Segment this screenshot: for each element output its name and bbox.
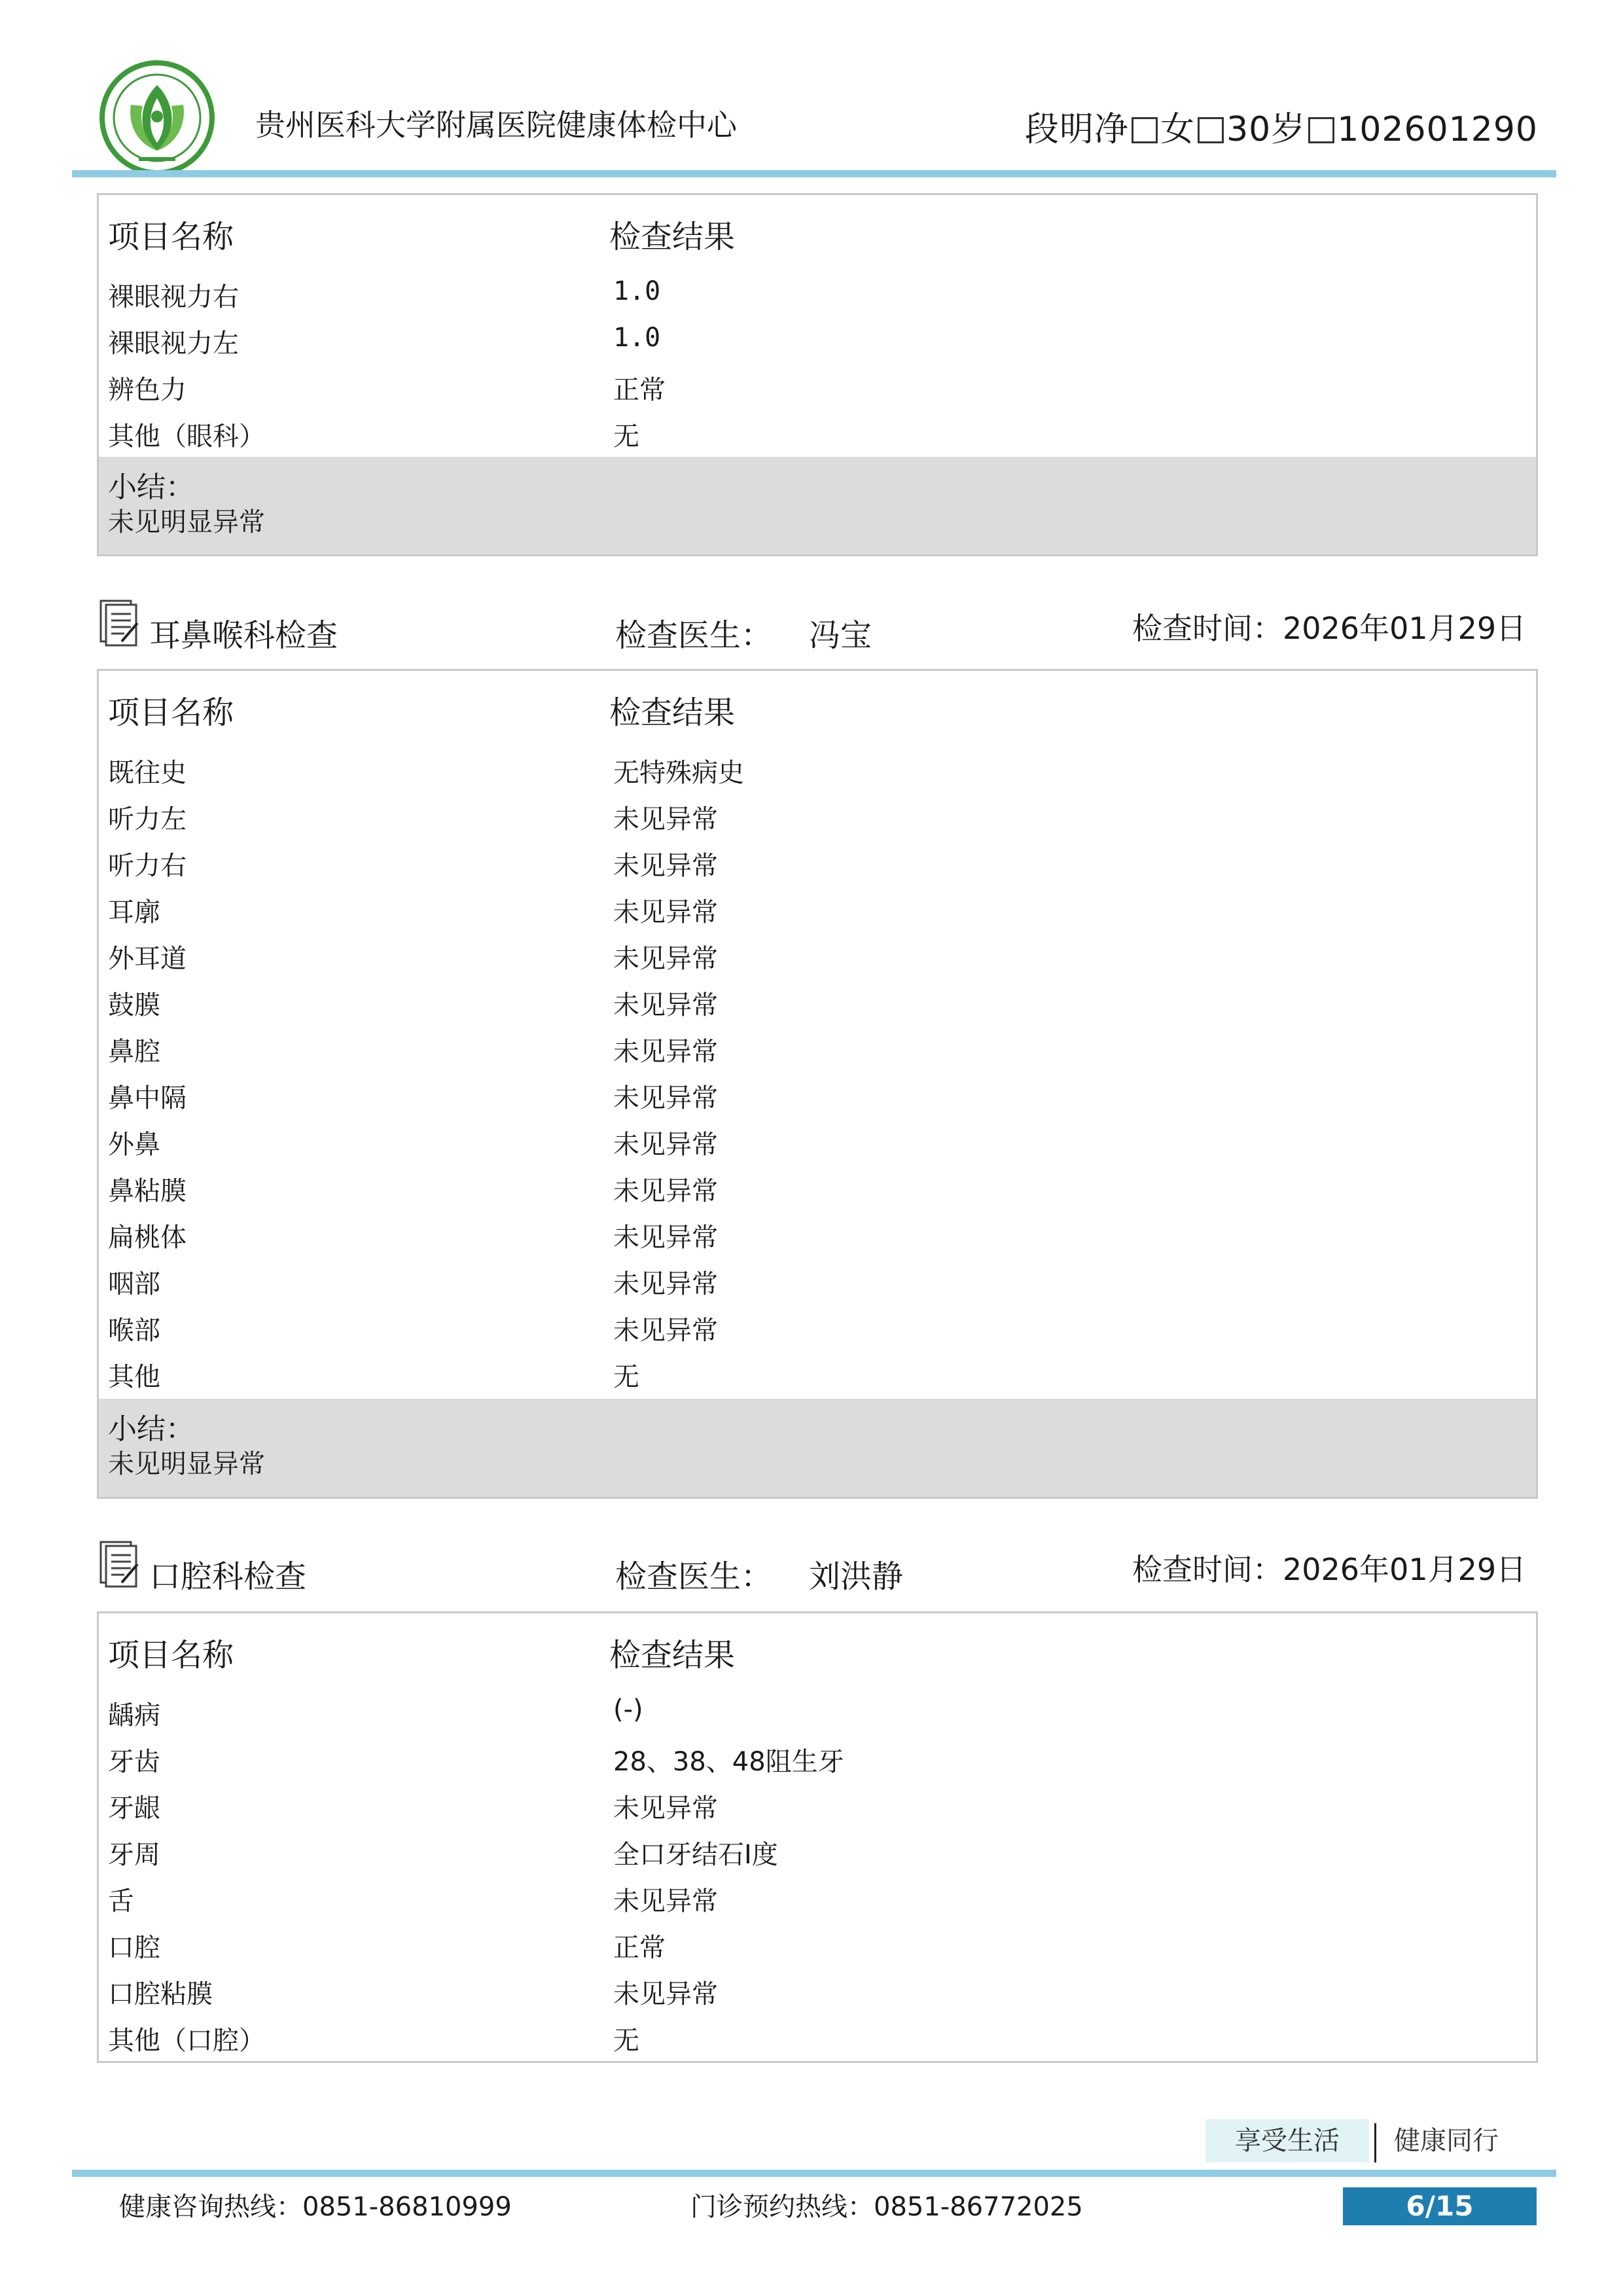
table-row xyxy=(99,1348,1536,1395)
row-value: 无 xyxy=(613,1362,639,1392)
slogan-divider xyxy=(1374,2123,1376,2162)
summary-label: 小结： xyxy=(108,1412,194,1446)
row-value: 未见异常 xyxy=(613,1037,718,1067)
time-value: 2026年01月29日 xyxy=(1283,1552,1527,1587)
table-row xyxy=(99,791,1536,837)
summary-text: 未见明显异常 xyxy=(108,1449,265,1479)
table-row xyxy=(99,408,1536,454)
row-name: 咽部 xyxy=(108,1269,160,1299)
row-name: 外鼻 xyxy=(108,1130,160,1160)
doctor-name: 刘洪静 xyxy=(809,1558,904,1595)
table-row xyxy=(99,1965,1536,2012)
hospital-name: 贵州医科大学附属医院健康体检中心 xyxy=(255,107,737,143)
table-row xyxy=(99,1826,1536,1873)
row-value: 未见异常 xyxy=(613,1979,718,2009)
oral-exam-table xyxy=(97,1611,1538,2063)
row-name: 其他（眼科） xyxy=(108,422,265,452)
row-value: (-) xyxy=(613,1695,643,1725)
doctor-label: 检查医生： xyxy=(615,617,773,654)
row-value: 未见异常 xyxy=(613,1793,718,1823)
row-value: 28、38、48阻生牙 xyxy=(613,1747,844,1777)
row-name: 口腔 xyxy=(108,1933,160,1963)
row-value: 1.0 xyxy=(613,276,661,306)
page-number-badge: 6/15 xyxy=(1343,2187,1537,2225)
row-name: 鼻腔 xyxy=(108,1037,160,1067)
row-name: 口腔粘膜 xyxy=(108,1979,213,2009)
table-row xyxy=(99,1209,1536,1255)
row-value: 未见异常 xyxy=(613,1269,718,1299)
table-row xyxy=(99,1255,1536,1302)
exam-time xyxy=(1132,605,1526,648)
row-name: 外耳道 xyxy=(108,944,187,974)
table-row xyxy=(99,1302,1536,1348)
row-value: 未见异常 xyxy=(613,1176,718,1206)
ent-exam-table xyxy=(97,669,1538,1499)
row-value: 未见异常 xyxy=(613,1886,718,1916)
column-header-item: 项目名称 xyxy=(108,219,234,255)
table-row xyxy=(99,837,1536,884)
section-title-oral: 口腔科检查 xyxy=(149,1558,307,1595)
row-value: 未见异常 xyxy=(613,1223,718,1253)
row-name: 听力右 xyxy=(108,851,187,881)
row-value: 无 xyxy=(613,422,639,452)
table-row xyxy=(99,1780,1536,1826)
row-value: 1.0 xyxy=(613,323,661,353)
table-row xyxy=(99,1919,1536,1965)
row-value: 未见异常 xyxy=(613,1316,718,1346)
row-name: 喉部 xyxy=(108,1316,160,1346)
hospital-logo xyxy=(98,59,216,177)
row-value: 无特殊病史 xyxy=(613,758,744,788)
row-value: 未见异常 xyxy=(613,804,718,834)
row-name: 其他（口腔） xyxy=(108,2026,265,2056)
row-name: 听力左 xyxy=(108,804,187,834)
slogan-left: 享受生活 xyxy=(1205,2119,1369,2162)
row-value: 未见异常 xyxy=(613,851,718,881)
patient-age: 30岁 xyxy=(1226,110,1306,149)
document-icon xyxy=(98,1538,140,1588)
table-row xyxy=(99,1023,1536,1069)
row-value: 未见异常 xyxy=(613,897,718,927)
appointment-hotline: 门诊预约热线：0851-86772025 xyxy=(690,2192,1083,2222)
row-value: 正常 xyxy=(613,1933,666,1963)
row-name: 牙龈 xyxy=(108,1793,160,1823)
summary-text: 未见明显异常 xyxy=(108,507,265,537)
row-value: 未见异常 xyxy=(613,944,718,974)
row-name: 鼓膜 xyxy=(108,990,160,1020)
row-name: 裸眼视力右 xyxy=(108,282,239,312)
column-header-result: 检查结果 xyxy=(609,694,736,731)
column-header-item: 项目名称 xyxy=(108,1637,234,1674)
row-value: 未见异常 xyxy=(613,1130,718,1160)
section-title-ent: 耳鼻喉科检查 xyxy=(149,617,338,654)
document-icon xyxy=(98,597,140,647)
patient-info xyxy=(1025,101,1538,151)
row-name: 舌 xyxy=(108,1886,134,1916)
row-name: 鼻粘膜 xyxy=(108,1176,187,1206)
table-row xyxy=(99,744,1536,791)
table-row xyxy=(99,930,1536,977)
row-name: 裸眼视力左 xyxy=(108,329,239,359)
table-row xyxy=(99,1162,1536,1209)
summary-block xyxy=(99,1399,1536,1497)
row-name: 其他 xyxy=(108,1362,160,1392)
footer-rule xyxy=(72,2170,1556,2177)
exam-time xyxy=(1132,1546,1526,1589)
time-label: 检查时间： xyxy=(1132,1552,1283,1587)
table-row xyxy=(99,268,1536,315)
column-header-item: 项目名称 xyxy=(108,694,234,731)
patient-name: 段明净 xyxy=(1025,110,1130,149)
summary-label: 小结： xyxy=(108,471,194,504)
table-row xyxy=(99,884,1536,930)
row-name: 扁桃体 xyxy=(108,1223,187,1253)
patient-gender: 女 xyxy=(1160,110,1196,149)
row-name: 牙齿 xyxy=(108,1747,160,1777)
table-row xyxy=(99,361,1536,408)
doctor-name: 冯宝 xyxy=(809,617,872,654)
row-name: 辨色力 xyxy=(108,375,187,405)
row-name: 牙周 xyxy=(108,1840,160,1870)
table-row xyxy=(99,315,1536,361)
row-name: 既往史 xyxy=(108,758,187,788)
separator-box xyxy=(1132,117,1158,143)
time-label: 检查时间： xyxy=(1132,611,1283,646)
table-row xyxy=(99,1687,1536,1733)
row-value: 未见异常 xyxy=(613,1083,718,1113)
column-header-result: 检查结果 xyxy=(609,1637,736,1674)
row-name: 鼻中隔 xyxy=(108,1083,187,1113)
summary-block xyxy=(99,457,1536,554)
slogan-right: 健康同行 xyxy=(1394,2126,1499,2156)
table-row xyxy=(99,1873,1536,1919)
column-header-result: 检查结果 xyxy=(609,219,736,255)
header-rule xyxy=(72,170,1556,177)
row-value: 全口牙结石Ⅰ度 xyxy=(613,1840,778,1870)
row-name: 龋病 xyxy=(108,1700,160,1731)
patient-id: 102601290 xyxy=(1337,110,1538,149)
row-name: 耳廓 xyxy=(108,897,160,927)
doctor-label: 检查医生： xyxy=(615,1558,773,1595)
table-row xyxy=(99,1069,1536,1116)
row-value: 正常 xyxy=(613,375,666,405)
consult-hotline: 健康咨询热线：0851-86810999 xyxy=(119,2192,512,2222)
table-row xyxy=(99,1116,1536,1162)
separator-box xyxy=(1198,117,1224,143)
eye-exam-table xyxy=(97,193,1538,556)
table-row xyxy=(99,2012,1536,2058)
row-value: 无 xyxy=(613,2026,639,2056)
table-row xyxy=(99,977,1536,1023)
table-row xyxy=(99,1733,1536,1780)
row-value: 未见异常 xyxy=(613,990,718,1020)
time-value: 2026年01月29日 xyxy=(1283,611,1527,646)
separator-box xyxy=(1308,117,1334,143)
